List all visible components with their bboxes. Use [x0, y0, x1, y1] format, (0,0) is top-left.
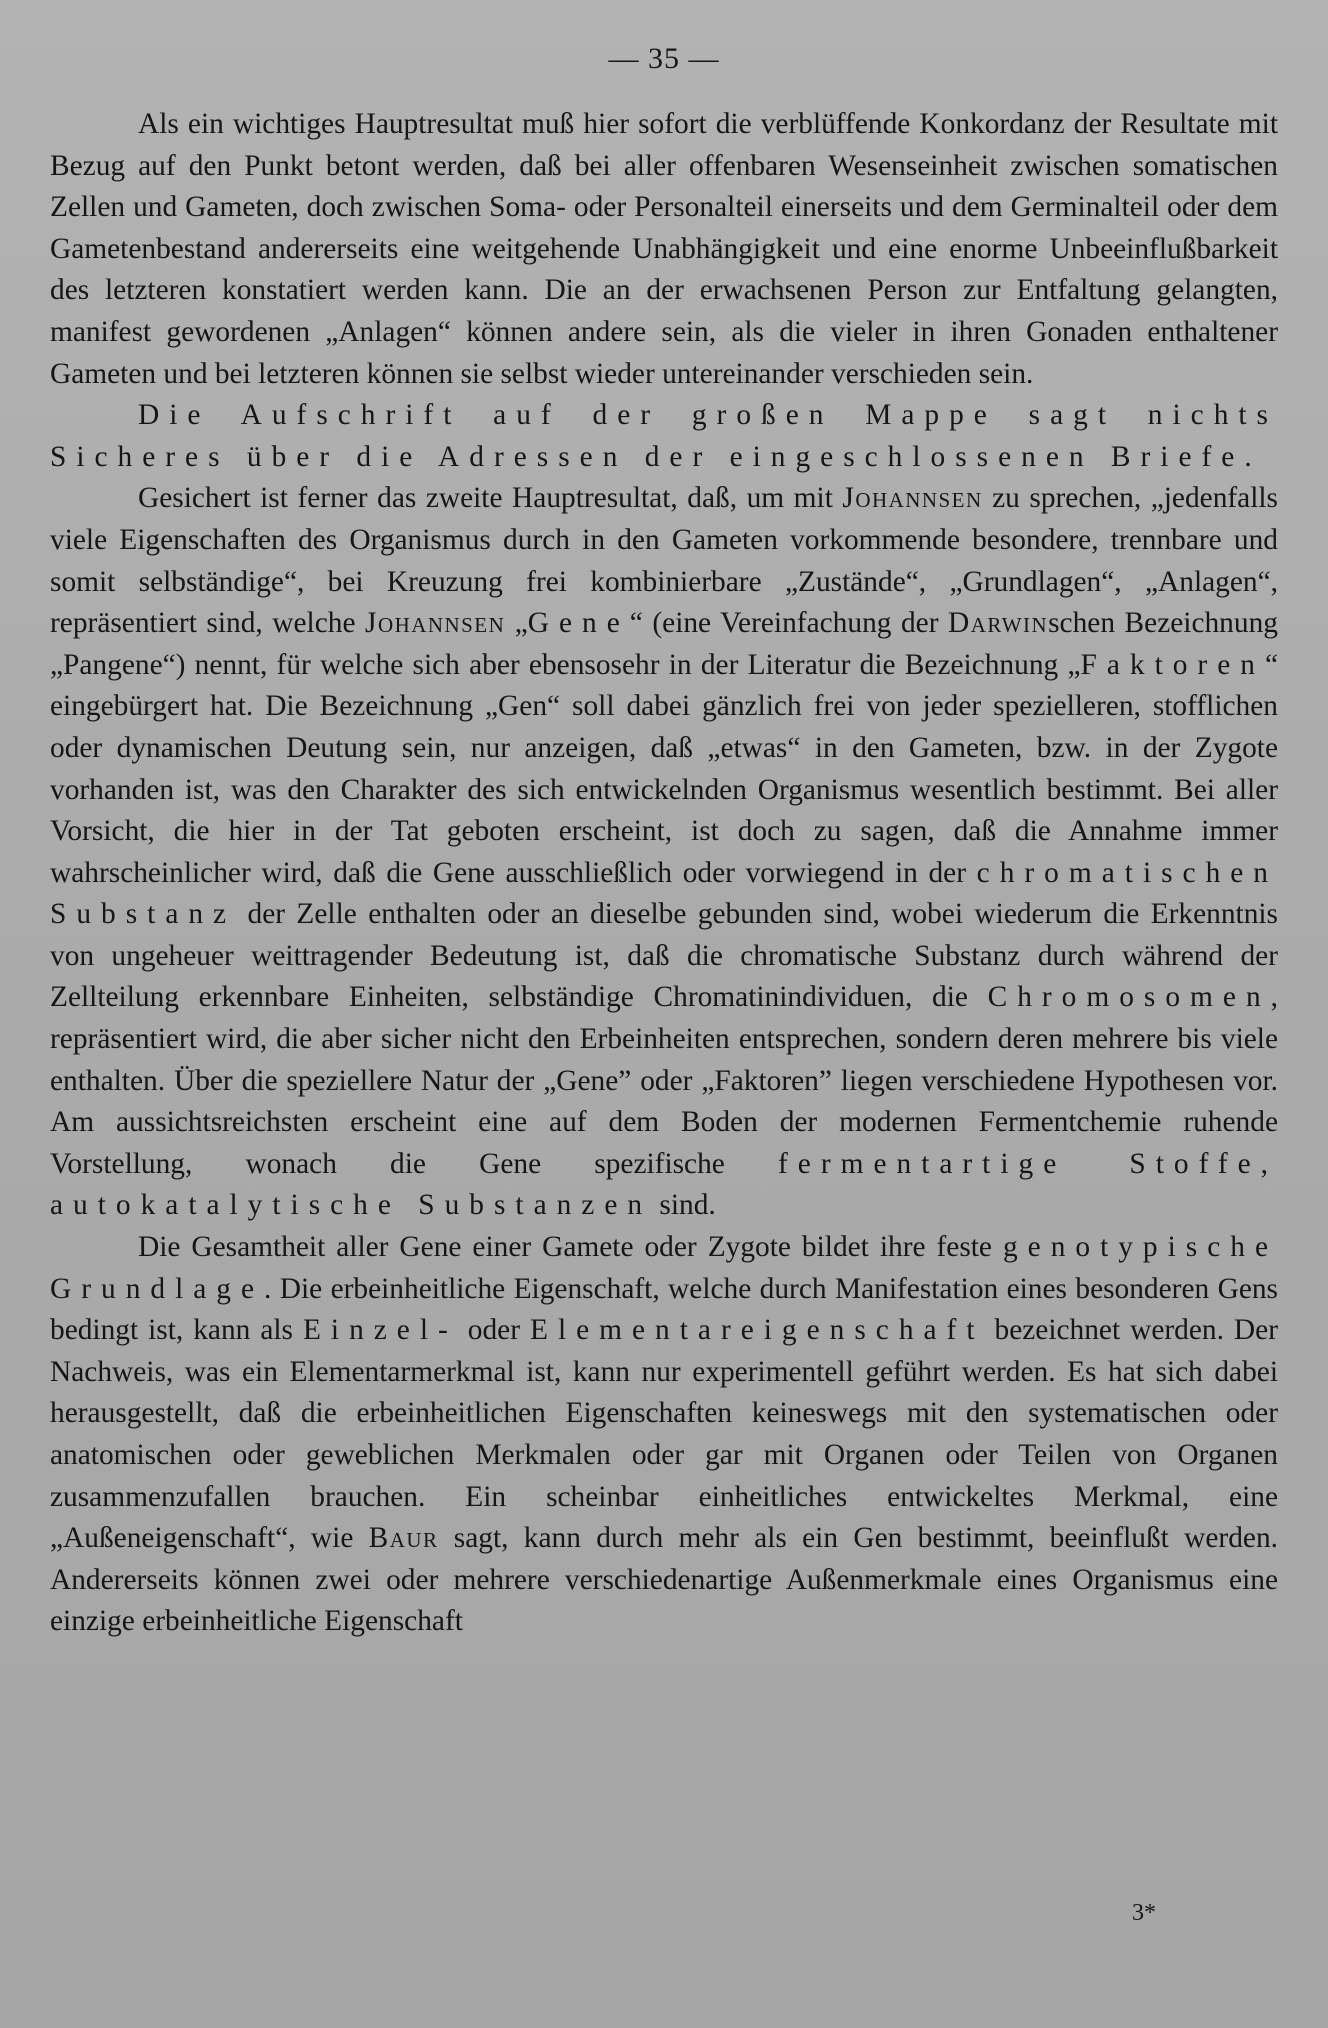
paragraph-1: Als ein wichtiges Hauptresultat muß hier sofort die verblüffende Konkordanz der Resultate mit Bezug auf den Punkt betont werden, daß bei aller offenbaren Wesenseinheit zwischen somatischen Zellen und Gameten, doch zwischen Soma- oder Personalteil einerseits und dem Germinalteil oder dem Gametenbestand andererseits eine weitgehende Unabhängigkeit und eine enorme Unbeeinflußbarkeit des letzteren konstatiert werden kann. Die an der erwachsenen Person zur Entfaltung gelangten, manifest gewordenen „Anlagen“ können andere sein, als die vieler in ihren Gonaden enthaltener Gameten und bei letzteren können sie selbst wieder untereinander verschieden sein. [50, 108, 1278, 390]
text-run: sagt, kann durch mehr als ein Gen bestimmt, beeinflußt werden. Andererseits können zwei oder mehrere verschiedenartige Außenmerkmale eines Organismus eine einzige erbeinheitliche Eigenschaft [50, 1522, 1278, 1638]
text-run: Gesichert ist ferner das zweite Hauptresultat, daß, um mit [138, 482, 843, 515]
page-number: — 35 — [608, 42, 720, 75]
paragraph-4 [50, 1227, 1278, 1643]
author-name: Johannsen [842, 482, 983, 515]
text-run: „ [505, 607, 528, 640]
spaced-emphasis: Faktoren [1080, 648, 1265, 681]
spaced-emphasis: chromatischen Substanz [50, 856, 1278, 931]
spaced-emphasis: fermentartige Stoffe, autokatalytische Substanzen [50, 1147, 1279, 1222]
spaced-emphasis: Elementareigenschaft [530, 1314, 985, 1347]
author-name: Baur [368, 1522, 439, 1555]
text-run: oder [457, 1314, 530, 1347]
text-run: “ eingebürgert hat. Die Bezeichnung „Gen“ soll dabei gänzlich frei von jeder spezielleren, stofflichen oder dynamischen Deutung sein, nur anzeigen, daß „etwas“ in den Gameten, bzw. in der Zygote vorhanden ist, was den Charakter des sich entwickelnden Organismus wesentlich bestimmt. Bei aller Vorsicht, die hier in der Tat geboten erscheint, ist doch zu sagen, daß die Annahme immer wahrscheinlicher wird, daß die Gene ausschließlich oder vorwiegend in der [50, 648, 1278, 889]
spaced-emphasis: Die Aufschrift auf der großen Mappe sagt nichts Sicheres über die Adressen der eingeschlossenen Briefe. [50, 399, 1278, 473]
spaced-emphasis: Chromosomen [987, 981, 1271, 1014]
text-run: , repräsentiert wird, die aber sicher nicht den Erbeinheiten entsprechen, sondern deren mehrere bis viele enthalten. Über die speziellere Natur der „Gene” oder „Faktoren” liegen verschiedene Hypothesen vor. Am aussichtsreichsten erscheint eine auf dem Boden der modernen Fermentchemie ruhende Vorstellung, wonach die Gene spezifische [50, 981, 1278, 1180]
text-run: schen Bezeichnung „Pangene“) nennt, für welche sich aber ebensosehr in der Literatur die Bezeichnung „ [50, 607, 1278, 681]
paragraph-2 [50, 395, 1278, 478]
text-run: sind. [652, 1189, 716, 1222]
text-run: der Zelle enthalten oder an dieselbe gebunden sind, wobei wiederum die Erkenntnis von ungeheuer weittragender Bedeutung ist, daß die chromatische Substanz durch während der Zellteilung erkennbare Einheiten, selbständige Chromatinindividuen, die [50, 898, 1278, 1014]
text-run: zu sprechen, „jedenfalls viele Eigenschaften des Organismus durch in den Gameten vorkommende besondere, trennbare und somit selbständige“, bei Kreuzung frei kombinierbare „Zustände“, „Grundlagen“, „Anlagen“, repräsentiert sind, welche [50, 482, 1278, 640]
author-name: Darwin [948, 607, 1049, 640]
author-name: Johannsen [365, 607, 506, 640]
paragraph-3 [50, 478, 1278, 1227]
text-run: “ (eine Vereinfachung der [629, 607, 949, 640]
text-run: bezeichnet werden. Der Nachweis, was ein Elementarmerkmal ist, kann nur experimentell geführt werden. Es hat sich dabei herausgestellt, daß die erbeinheitlichen Eigenschaften keineswegs mit den systematischen oder anatomischen oder geweblichen Merkmalen oder gar mit Organen oder Teilen von Organen zusammenzufallen brauchen. Ein scheinbar einheitliches entwickeltes Merkmal, eine „Außeneigenschaft“, wie [50, 1314, 1278, 1555]
body-text [50, 104, 1278, 1643]
text-run: . Die erbeinheitliche Eigenschaft, welche durch Manifestation eines besonderen Gens bedingt ist, kann als [50, 1272, 1278, 1347]
spaced-emphasis: genotypische Grundlage [50, 1231, 1278, 1305]
spaced-emphasis: Einzel- [302, 1314, 458, 1347]
spaced-emphasis: Gene [527, 607, 630, 640]
signature-mark: 3* [1132, 1900, 1156, 1926]
text-run: Die Gesamtheit aller Gene einer Gamete oder Zygote bildet ihre feste [138, 1231, 1003, 1264]
